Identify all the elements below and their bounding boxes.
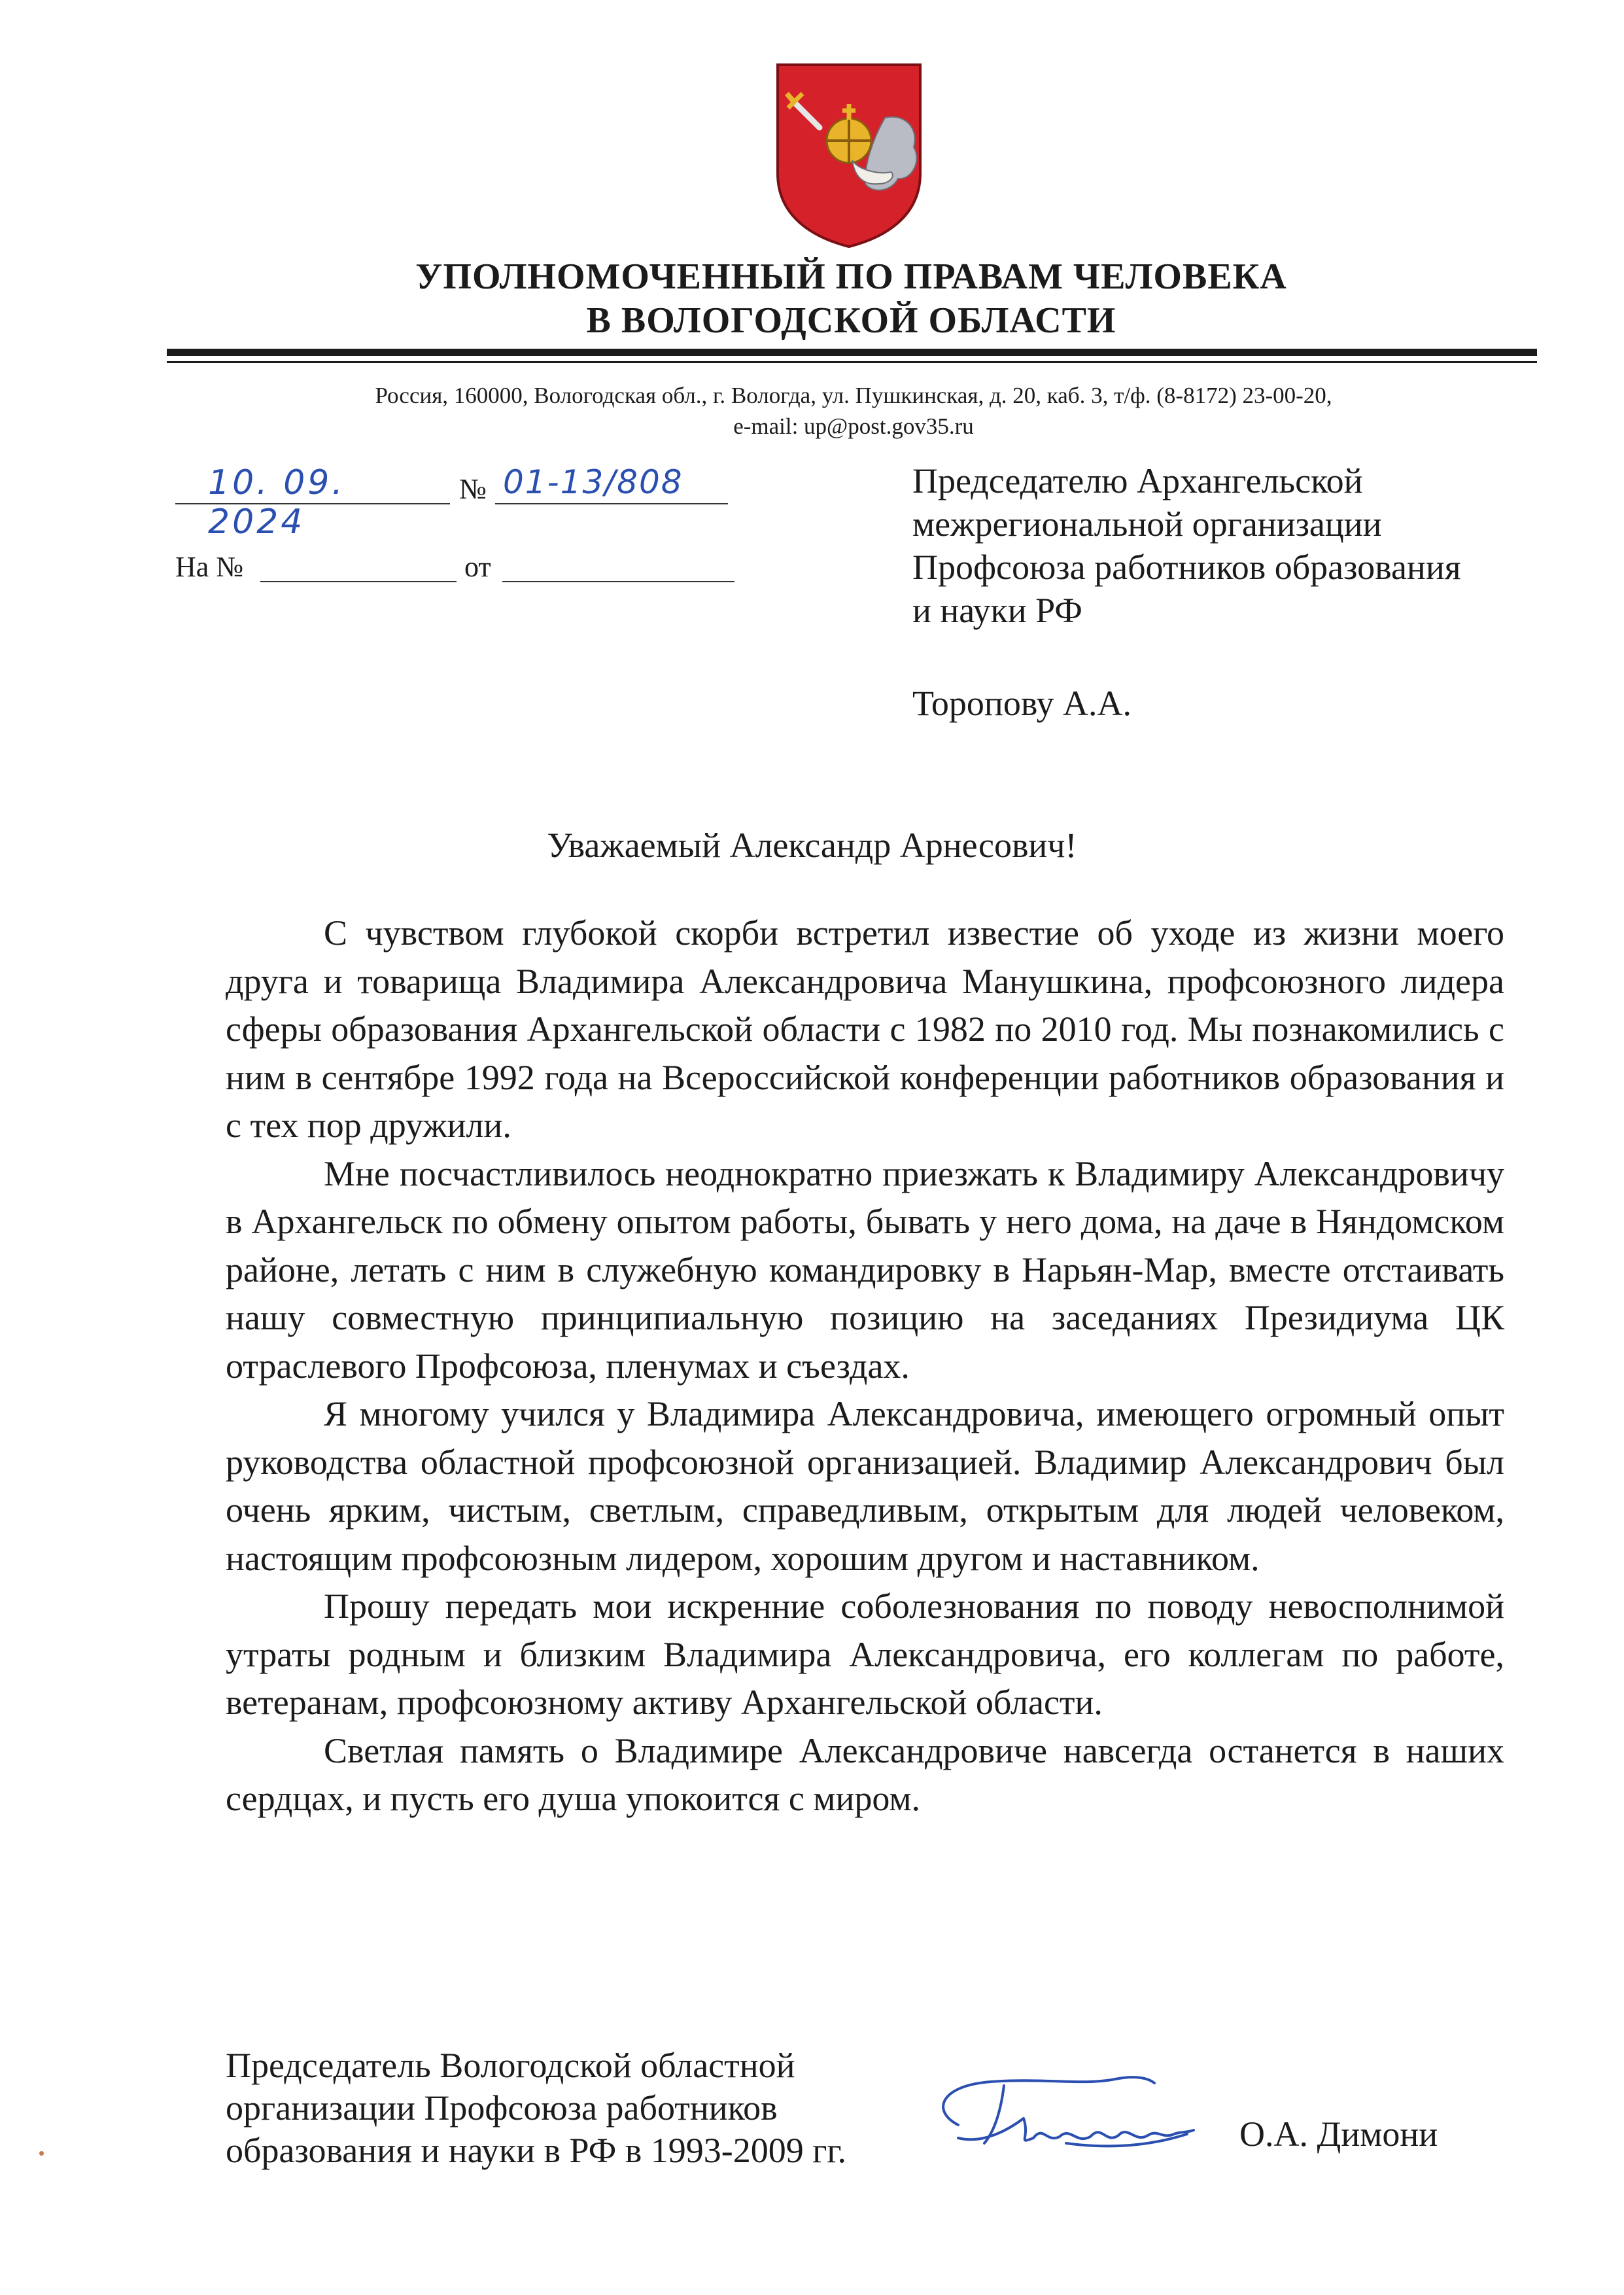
body-paragraph: Светлая память о Владимире Александровиче навсегда останется в наших сердцах, и пусть его душа упокоится с миром. — [226, 1730, 1504, 1818]
header-divider-thick — [167, 349, 1537, 356]
body-paragraph: С чувством глубокой скорби встретил известие об уходе из жизни моего друга и товарища Владимира Александровича Манушкина, профсоюзного лидера сферы образования Архангельской области с 1982 по 2010 год. Мы познакомились с ним в сентябре 1992 года на Всероссийской конференции работников образования и с тех пор дружили. — [226, 913, 1504, 1145]
salutation: Уважаемый Александр Арнесович! — [547, 826, 1077, 865]
header-divider-thin — [167, 361, 1537, 363]
org-title-line2: В ВОЛОГОДСКОЙ ОБЛАСТИ — [586, 300, 1116, 341]
outgoing-date-handwritten: 10. 09. 2024 — [208, 463, 345, 542]
contacts-email: e-mail: up@post.gov35.ru — [733, 413, 974, 439]
outgoing-number-field — [495, 460, 728, 504]
signatory-title-line: образования и науки в РФ в 1993-2009 гг. — [226, 2131, 846, 2170]
contacts-address: Россия, 160000, Вологодская обл., г. Вологда, ул. Пушкинская, д. 20, каб. 3, т/ф. (8-8172) 23-00-20, — [375, 383, 1332, 408]
reply-date-label: от — [464, 551, 491, 583]
signatory-title-line: организации Профсоюза работников — [226, 2088, 778, 2128]
addressee-line: и науки РФ — [912, 591, 1082, 630]
addressee-name: Торопову А.А. — [912, 684, 1132, 723]
org-title-line1: УПОЛНОМОЧЕННЫЙ ПО ПРАВАМ ЧЕЛОВЕКА — [415, 256, 1287, 297]
signatory-title-line: Председатель Вологодской областной — [226, 2046, 795, 2085]
addressee-line: Профсоюза работников образования — [912, 548, 1461, 587]
body-paragraph: Прошу передать мои искренние соболезнования по поводу невосполнимой утраты родным и близким Владимира Александровича, его коллегам по работе, ветеранам, профсоюзному активу Архангельской области. — [226, 1586, 1504, 1722]
addressee-line: Председателю Архангельской — [912, 461, 1363, 500]
signatory-title — [226, 2044, 846, 2172]
outgoing-date-field — [175, 460, 450, 542]
outgoing-number-handwritten: 01-13/808 — [503, 463, 683, 501]
signatory-name: О.А. Димони — [1239, 2114, 1438, 2154]
addressee-line: межрегиональной организации — [912, 504, 1382, 544]
outgoing-number-label: № — [459, 473, 487, 505]
handwritten-signature-icon — [919, 2066, 1226, 2164]
reply-to-blank — [260, 581, 457, 582]
reply-date-blank — [502, 581, 734, 582]
letter-body — [226, 909, 1504, 1823]
scan-speck — [39, 2151, 44, 2156]
vologda-coat-of-arms-icon — [774, 62, 924, 249]
body-paragraph: Мне посчастливилось неоднократно приезжать к Владимиру Александровичу в Архангельск по обмену опытом работы, бывать у него дома, на даче в Няндомском районе, летать с ним в служебную командировку в Нарьян-Мар, вместе отстаивать нашу совместную принципиальную позицию на заседаниях Президиума ЦК отраслевого Профсоюза, пленумах и съездах. — [226, 1153, 1504, 1386]
body-paragraph: Я многому учился у Владимира Александровича, имеющего огромный опыт руководства областной профсоюзной организацией. Владимир Александрович был очень ярким, чистым, светлым, справедливым, открытым для людей человеком, настоящим профсоюзным лидером, хорошим другом и наставником. — [226, 1394, 1504, 1578]
addressee-block — [912, 459, 1461, 632]
reply-to-label: На № — [175, 551, 244, 583]
